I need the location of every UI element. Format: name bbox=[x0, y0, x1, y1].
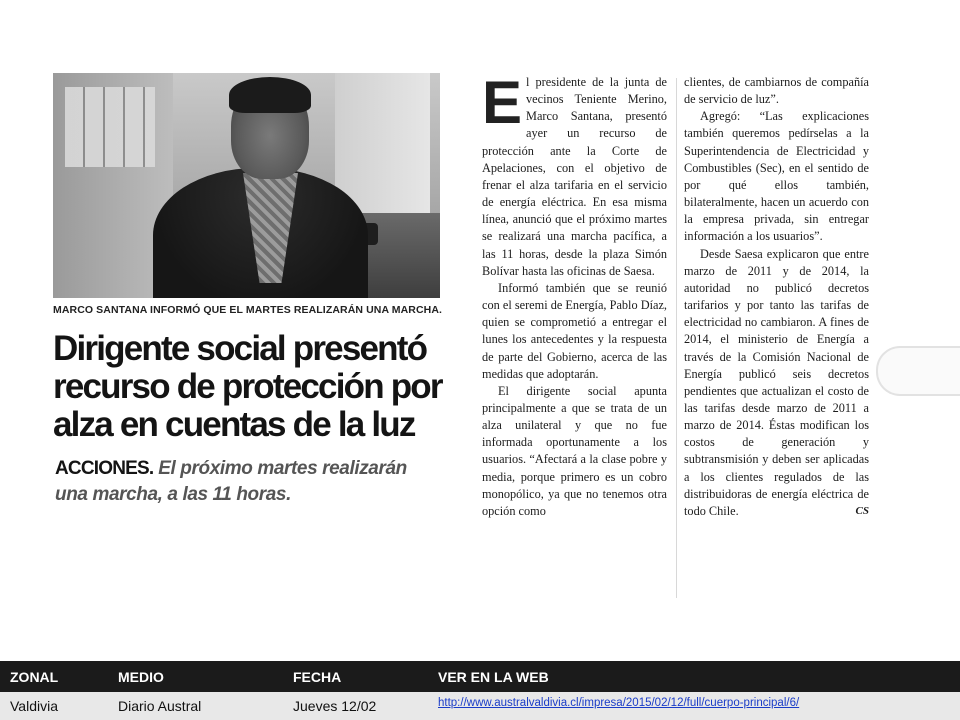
subheadline bbox=[55, 456, 455, 508]
header-zonal: ZONAL bbox=[10, 669, 59, 685]
headline-line: alza en cuentas de la luz bbox=[53, 405, 415, 444]
headline bbox=[53, 330, 453, 444]
medio-value: Diario Austral bbox=[118, 698, 202, 714]
paragraph: Informó también que se reunió con el seremi de Energía, Pablo Díaz, quien se comprometió a entregar el lunes los antecedentes y la respuesta de parte del Gobierno, acerca de las medidas que adoptarán. bbox=[482, 280, 667, 381]
zonal-value: Valdivia bbox=[10, 698, 58, 714]
side-tab-handle[interactable] bbox=[876, 346, 960, 396]
article-photo bbox=[53, 73, 440, 298]
photo-person-hair bbox=[229, 77, 311, 113]
header-ver-en-la-web: VER EN LA WEB bbox=[438, 669, 549, 685]
paragraph: El dirigente social apunta principalmente a que se trata de un alza unilateral y que no fue informada oportunamente a los usuarios. “Afectará a la clase pobre y media, porque primero es un cobro monopólico, ya que no tenemos otra opción como bbox=[482, 383, 667, 518]
paragraph: Desde Saesa explicaron que entre marzo de 2011 y de 2014, la autoridad no publicó decretos tarifarios y por tanto las tarifas de electricidad no cambiaron. A fines de 2014, el ministerio de Energía a través de la Comisión Nacional de Energía publicó seis decretos pendientes que actualizan el costo de las tarifas desde marzo de 2011 a marzo de 2014. Éstas modifican los costos de generación y subtransmisión y deben ser aplicadas a los clientes regulados de las distribuidoras de energía eléctrica de todo Chile. CS bbox=[684, 246, 869, 521]
headline-line: Dirigente social presentó bbox=[53, 329, 427, 368]
article-column-2 bbox=[684, 74, 869, 520]
footer-data-row bbox=[0, 692, 960, 720]
footer-header-row bbox=[0, 661, 960, 692]
paragraph: El presidente de la junta de vecinos Teniente Merino, Marco Santana, presentó ayer un recurso de protección ante la Corte de Apelaciones, con el objetivo de frenar el alza tarifaria en el servicio de energía eléctrica. En esa misma línea, anunció que el próximo martes se realizará una marcha pacífica, a las 11 horas, desde la plaza Simón Bolívar hasta las oficinas de Saesa. bbox=[482, 69, 667, 278]
article-column-1 bbox=[482, 69, 667, 520]
photo-caption: MARCO SANTANA INFORMÓ QUE EL MARTES REALIZARÁN UNA MARCHA. bbox=[53, 304, 443, 316]
header-medio: MEDIO bbox=[118, 669, 164, 685]
author-signature: CS bbox=[855, 504, 869, 517]
paragraph: Agregó: “Las explicaciones también queremos pedírselas a la Superintendencia de Electricidad y Combustibles (Sec), en el sentido de por qué ellos también, bilateralmente, hacen un acuerdo con la empresa privada, sin entregar información a los usuarios”. bbox=[684, 109, 869, 244]
column-divider bbox=[676, 78, 677, 598]
kicker: ACCIONES. bbox=[55, 458, 154, 479]
header-fecha: FECHA bbox=[293, 669, 342, 685]
deck-line: El próximo martes realizarán bbox=[158, 458, 407, 479]
paragraph: clientes, de cambiarnos de compañía de servicio de luz”. bbox=[684, 75, 869, 107]
photo-window bbox=[65, 87, 155, 167]
web-link[interactable]: http://www.australvaldivia.cl/impresa/2015/02/12/full/cuerpo-principal/6/ bbox=[438, 697, 800, 709]
headline-line: recurso de protección por bbox=[53, 367, 442, 406]
drop-cap: E bbox=[482, 69, 523, 136]
deck-line: una marcha, a las 11 horas. bbox=[55, 484, 291, 505]
fecha-value: Jueves 12/02 bbox=[293, 698, 377, 714]
